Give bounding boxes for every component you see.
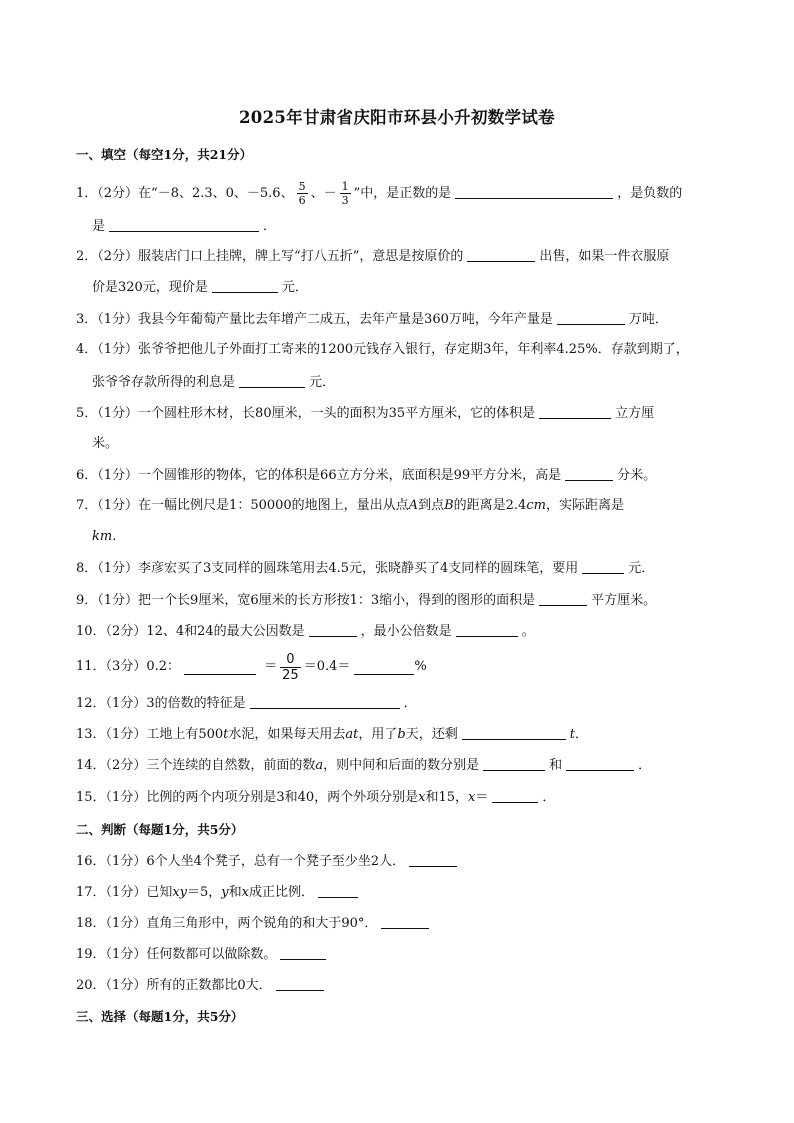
text-fragment: 18．（1分）直角三角形中，两个锐角的和大于90°． — [76, 916, 378, 931]
text-fragment: 是 — [92, 219, 106, 234]
question-7-cont — [92, 528, 737, 546]
text-fragment: ＝ — [475, 790, 489, 805]
answer-blank[interactable] — [381, 914, 429, 929]
text-fragment: 3．（1分）我县今年葡萄产量比去年增产二成五，去年产量是360万吨，今年产量是 — [76, 312, 553, 327]
text-fragment: 的距离是2.4 — [453, 498, 527, 513]
answer-blank[interactable] — [212, 278, 278, 293]
text-fragment: . — [112, 529, 117, 544]
text-fragment: b — [397, 727, 406, 742]
text-fragment: 天，还剩 — [405, 727, 458, 742]
text-fragment: 元． — [309, 375, 336, 390]
question-15 — [76, 788, 721, 807]
text-fragment: 16．（1分）6个人坐4个凳子，总有一个凳子至少坐2人． — [76, 854, 406, 869]
text-fragment: ，实际距离是 — [545, 498, 624, 513]
answer-blank[interactable] — [456, 622, 518, 637]
question-11 — [76, 650, 721, 684]
question-6 — [76, 466, 721, 485]
text-fragment: 米。 — [92, 436, 119, 451]
text-fragment: 、－ — [310, 186, 337, 201]
answer-blank[interactable] — [354, 660, 414, 675]
text-fragment: km — [92, 529, 113, 544]
text-fragment: t — [223, 727, 229, 742]
text-fragment: x — [468, 790, 476, 805]
text-fragment: ，则中间和后面的数分别是 — [323, 758, 480, 773]
fraction-5-6 — [297, 180, 308, 207]
question-12 — [76, 694, 721, 713]
question-3 — [76, 310, 721, 329]
text-fragment: t — [569, 727, 575, 742]
text-fragment: 4．（1分）张爷爷把他儿子外面打工寄来的1200元钱存入银行，存定期3年，年利率4.25%．存款到期了， — [76, 342, 689, 357]
text-fragment: cm — [526, 498, 546, 513]
question-10 — [76, 622, 721, 641]
text-fragment: ，最小公倍数是 — [360, 624, 452, 639]
fraction-numerator: 5 — [298, 180, 306, 193]
text-fragment: 万吨． — [628, 312, 668, 327]
question-14 — [76, 756, 721, 775]
fraction-numerator: 1 — [341, 180, 349, 193]
answer-blank[interactable] — [582, 559, 624, 574]
text-fragment: y — [221, 885, 229, 900]
section-multiple-choice: 三、选择（每题1分，共5分） — [76, 1009, 244, 1024]
text-fragment: ，是负数的 — [617, 186, 683, 201]
fraction-1-3 — [340, 180, 351, 207]
section-true-false: 二、判断（每题1分，共5分） — [76, 822, 244, 837]
text-fragment: 11．（3分）0.2： — [76, 659, 180, 674]
text-fragment: 出售，如果一件衣服原 — [539, 249, 670, 264]
text-fragment: 13．（1分）工地上有500 — [76, 727, 224, 742]
text-fragment: x — [241, 885, 250, 900]
text-fragment: ． — [542, 790, 556, 805]
answer-blank[interactable] — [467, 247, 535, 262]
question-18 — [76, 914, 721, 933]
answer-blank[interactable] — [184, 660, 256, 675]
text-fragment: 到点 — [418, 498, 445, 513]
question-4 — [76, 341, 721, 359]
text-fragment: 17．（1分）已知 — [76, 885, 173, 900]
question-20 — [76, 976, 721, 995]
text-fragment: 19．（1分）任何数都可以做除数。 — [76, 947, 277, 962]
text-fragment: x — [418, 790, 426, 805]
text-fragment: % — [414, 659, 427, 674]
answer-blank[interactable] — [280, 945, 326, 960]
answer-blank[interactable] — [539, 404, 611, 419]
text-fragment: 水泥，如果每天用去 — [228, 727, 346, 742]
question-5-cont — [92, 435, 737, 453]
text-fragment: 。 — [521, 624, 535, 639]
answer-blank[interactable] — [239, 373, 305, 388]
text-fragment: 10．（2分）12、4和24的最大公因数是 — [76, 624, 305, 639]
text-fragment: 6．（1分）一个圆锥形的物体，它的体积是66立方分米，底面积是99平方分米，高是 — [76, 468, 562, 483]
question-19 — [76, 945, 721, 964]
text-fragment: 2．（2分）服装店门口上挂牌，牌上写“打八五折”，意思是按原价的 — [76, 249, 464, 264]
text-fragment: 8．（1分）李彦宏买了3支同样的圆珠笔用去4.5元，张晓静买了4支同样的圆珠笔，要用 — [76, 561, 579, 576]
question-2-cont — [92, 278, 737, 297]
answer-blank[interactable] — [462, 725, 566, 740]
question-9 — [76, 591, 721, 610]
text-fragment: 元． — [281, 280, 308, 295]
fraction-denominator: 25 — [282, 667, 299, 683]
text-fragment: 5．（1分）一个圆柱形木材，长80厘米，一头的面积为35平方厘米，它的体积是 — [76, 406, 536, 421]
question-4-cont — [92, 373, 737, 392]
question-17 — [76, 883, 721, 902]
question-7 — [76, 497, 721, 515]
question-2 — [76, 247, 721, 266]
question-1 — [76, 180, 721, 207]
text-fragment: 立方厘 — [615, 406, 655, 421]
text-fragment: ，用了 — [358, 727, 398, 742]
text-fragment: ＝5， — [187, 885, 222, 900]
answer-blank[interactable] — [565, 466, 613, 481]
question-16 — [76, 852, 721, 871]
answer-blank[interactable] — [539, 591, 587, 606]
text-fragment: 价是320元，现价是 — [92, 280, 208, 295]
answer-blank[interactable] — [557, 310, 625, 325]
question-13 — [76, 725, 721, 744]
answer-blank[interactable] — [276, 976, 324, 991]
text-fragment: 平方厘米。 — [591, 593, 657, 608]
answer-blank[interactable] — [250, 694, 400, 709]
text-fragment: 20．（1分）所有的正数都比0大． — [76, 978, 272, 993]
section-fill-in: 一、填空（每空1分，共21分） — [76, 147, 253, 162]
fraction-numerator: 0 — [286, 651, 295, 667]
text-fragment: 和 — [228, 885, 242, 900]
text-fragment: 12．（1分）3的倍数的特征是 — [76, 696, 246, 711]
answer-blank[interactable] — [309, 622, 357, 637]
text-fragment: 1．（2分）在“－8、2.3、0、－5.6、 — [76, 186, 294, 201]
text-fragment: 14．（2分）三个连续的自然数，前面的数 — [76, 758, 316, 773]
text-fragment: 9．（1分）把一个长9厘米，宽6厘米的长方形按1：3缩小，得到的图形的面积是 — [76, 593, 536, 608]
text-fragment: at — [345, 727, 359, 742]
text-fragment: 成正比例． — [249, 885, 315, 900]
question-5 — [76, 404, 721, 423]
text-fragment: 和15， — [425, 790, 469, 805]
fraction-0-25 — [280, 652, 301, 683]
answer-blank[interactable] — [492, 788, 538, 803]
fraction-denominator: 6 — [298, 194, 306, 207]
answer-blank[interactable] — [455, 184, 613, 199]
page-title: 2025年甘肃省庆阳市环县小升初数学试卷 — [239, 108, 555, 127]
text-fragment: B — [444, 498, 454, 513]
answer-blank[interactable] — [109, 217, 259, 232]
text-fragment: 张爷爷存款所得的利息是 — [92, 375, 236, 390]
text-fragment: ＝0.4＝ — [303, 659, 351, 674]
text-fragment: a — [315, 758, 324, 773]
text-fragment: 元． — [628, 561, 655, 576]
fraction-denominator: 3 — [341, 194, 349, 207]
text-fragment: 7．（1分）在一幅比例尺是1：50000的地图上，量出从点 — [76, 498, 409, 513]
answer-blank[interactable] — [483, 756, 545, 771]
text-fragment: xy — [172, 885, 188, 900]
text-fragment: 15．（1分）比例的两个内项分别是3和40，两个外项分别是 — [76, 790, 419, 805]
question-1-cont — [92, 217, 737, 236]
text-fragment: 分米。 — [617, 468, 657, 483]
answer-blank[interactable] — [318, 883, 358, 898]
text-fragment: ． — [263, 219, 277, 234]
text-fragment: 和 — [549, 758, 563, 773]
answer-blank[interactable] — [409, 852, 457, 867]
text-fragment: ＝ — [264, 659, 278, 674]
question-8 — [76, 559, 721, 578]
answer-blank[interactable] — [566, 756, 634, 771]
text-fragment: A — [408, 498, 419, 513]
text-fragment: ”中，是正数的是 — [353, 186, 452, 201]
text-fragment: ． — [574, 727, 588, 742]
text-fragment: ． — [403, 696, 417, 711]
text-fragment: ． — [638, 758, 652, 773]
